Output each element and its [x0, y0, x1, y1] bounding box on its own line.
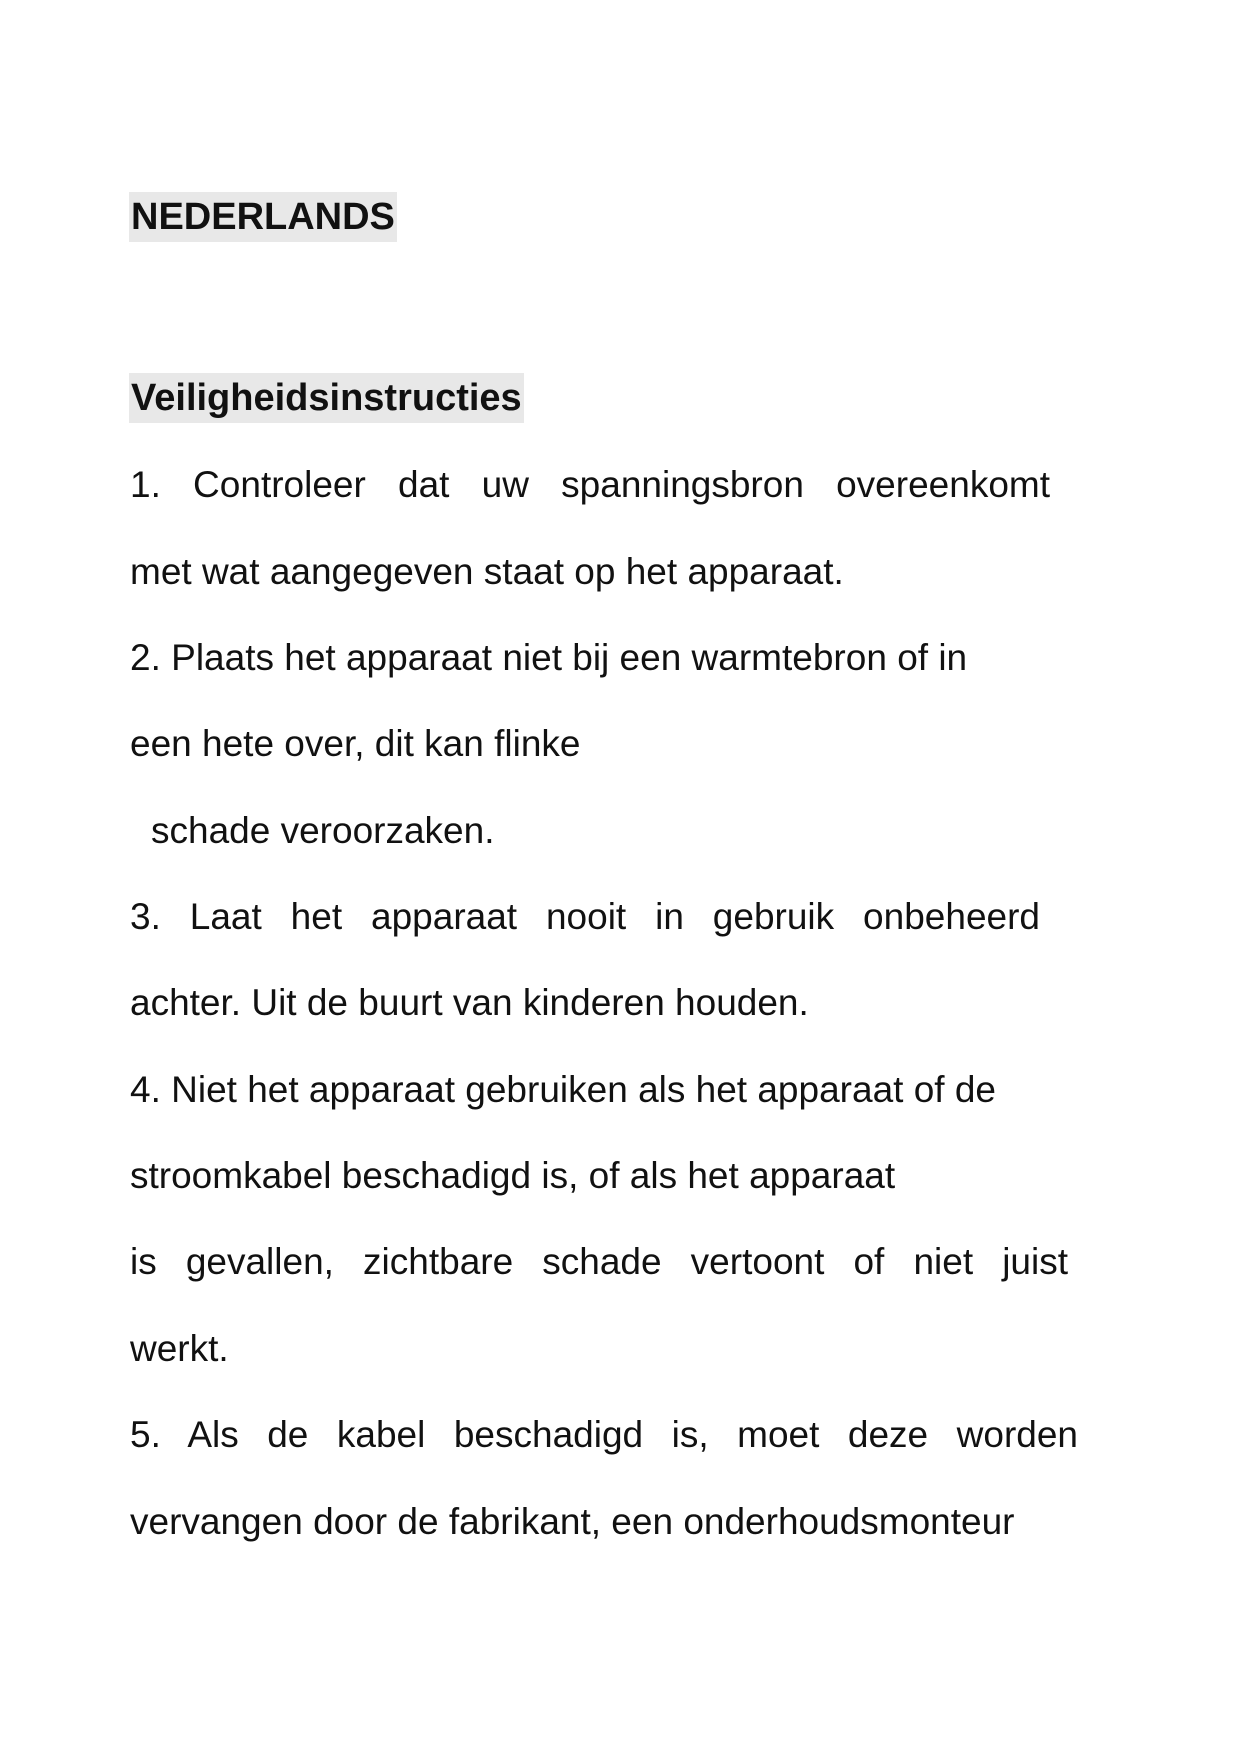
language-heading: NEDERLANDS	[129, 192, 397, 242]
instruction-line: schade veroorzaken.	[151, 810, 495, 851]
instruction-line: stroomkabel beschadigd is, of als het apparaat	[130, 1155, 896, 1196]
section-heading: Veiligheidsinstructies	[129, 373, 524, 423]
instruction-line: 2. Plaats het apparaat niet bij een warmtebron of in	[130, 637, 968, 678]
instruction-line: 4. Niet het apparaat gebruiken als het apparaat of de	[130, 1069, 996, 1110]
instruction-line: 5. Als de kabel beschadigd is, moet deze worden	[130, 1414, 1078, 1455]
instruction-line: achter. Uit de buurt van kinderen houden.	[130, 982, 809, 1023]
instruction-line: 3. Laat het apparaat nooit in gebruik onbeheerd	[130, 896, 1040, 937]
instruction-line: is gevallen, zichtbare schade vertoont of niet juist	[130, 1241, 1068, 1282]
instruction-line: met wat aangegeven staat op het apparaat.	[130, 551, 844, 592]
instruction-line: een hete over, dit kan flinke	[130, 723, 581, 764]
instruction-line: vervangen door de fabrikant, een onderhoudsmonteur	[130, 1501, 1015, 1542]
instruction-line: werkt.	[130, 1328, 229, 1369]
instruction-line: 1. Controleer dat uw spanningsbron overeenkomt	[130, 464, 1050, 505]
